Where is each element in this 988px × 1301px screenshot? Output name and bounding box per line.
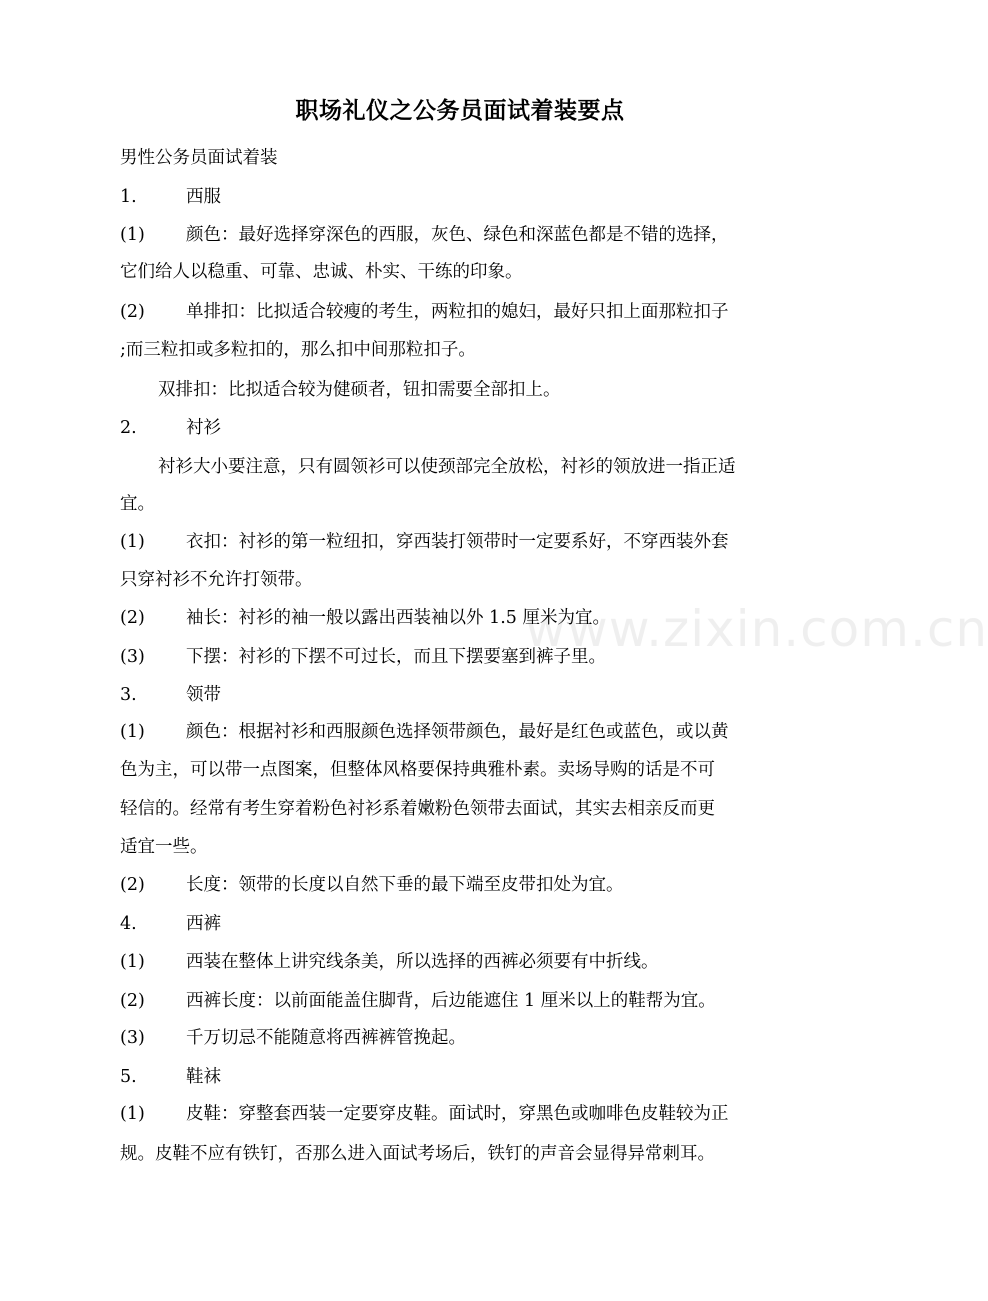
list-number: (2): [120, 875, 145, 895]
section-heading: [0, 146, 920, 170]
text-line: [0, 720, 920, 744]
line-text: 它们给人以稳重、可靠、忠诚、朴实、干练的印象。: [120, 262, 523, 282]
line-text: 双排扣：比拟适合较为健硕者，钮扣需要全部扣上。: [158, 380, 561, 400]
list-number: (1): [120, 952, 145, 972]
list-number: (2): [120, 991, 145, 1011]
list-number: (1): [120, 225, 145, 245]
text-line: [0, 1026, 920, 1050]
text-line: [0, 1142, 920, 1166]
text-line: [0, 835, 920, 859]
line-text: 长度：领带的长度以自然下垂的最下端至皮带扣处为宜。: [186, 875, 624, 895]
text-line: [0, 185, 920, 209]
list-number: 2.: [120, 418, 137, 438]
list-number: 4.: [120, 914, 137, 934]
text-line: [0, 758, 920, 782]
text-line: [0, 338, 920, 362]
line-text: 鞋袜: [186, 1067, 221, 1087]
line-text: 西裤: [186, 914, 221, 934]
line-text: 千万切忌不能随意将西裤裤管挽起。: [186, 1028, 466, 1048]
line-text: 袖长：衬衫的袖一般以露出西装袖以外 1.5 厘米为宜。: [186, 608, 610, 628]
text-line: [0, 1065, 920, 1089]
line-text: 宜。: [120, 494, 155, 514]
line-text: 轻信的。经常有考生穿着粉色衬衫系着嫩粉色领带去面试，其实去相亲反而更: [120, 799, 715, 819]
list-number: (1): [120, 722, 145, 742]
line-text: ;而三粒扣或多粒扣的，那么扣中间那粒扣子。: [120, 340, 476, 360]
list-number: 1.: [120, 187, 137, 207]
text-line: [0, 797, 920, 821]
section-heading-text: 男性公务员面试着装: [120, 148, 278, 168]
line-text: 规。皮鞋不应有铁钉，否那么进入面试考场后，铁钉的声音会显得异常刺耳。: [120, 1144, 715, 1164]
text-line: [0, 300, 920, 324]
line-text: 单排扣：比拟适合较瘦的考生，两粒扣的媳妇，最好只扣上面那粒扣子: [186, 302, 729, 322]
line-text: 领带: [186, 685, 221, 705]
line-text: 皮鞋：穿整套西装一定要穿皮鞋。面试时，穿黑色或咖啡色皮鞋较为正: [186, 1104, 729, 1124]
line-text: 衬衫: [186, 418, 221, 438]
text-line: [0, 989, 920, 1013]
text-line: [0, 223, 920, 247]
line-text: 颜色：根据衬衫和西服颜色选择领带颜色，最好是红色或蓝色，或以黄: [186, 722, 729, 742]
list-number: (3): [120, 647, 145, 667]
line-text: 衣扣：衬衫的第一粒纽扣，穿西装打领带时一定要系好，不穿西装外套: [186, 532, 729, 552]
text-line: [0, 912, 920, 936]
text-line: [0, 873, 920, 897]
line-text: 适宜一些。: [120, 837, 208, 857]
line-text: 色为主，可以带一点图案，但整体风格要保持典雅朴素。卖场导购的话是不可: [120, 760, 715, 780]
line-text: 西裤长度：以前面能盖住脚背，后边能遮住 1 厘米以上的鞋帮为宜。: [186, 991, 716, 1011]
list-number: (3): [120, 1028, 145, 1048]
text-line: [0, 568, 920, 592]
list-number: (1): [120, 1104, 145, 1124]
text-line: [0, 455, 920, 479]
watermark: www.zixin.com.cn: [525, 600, 988, 658]
text-line: [0, 378, 920, 402]
line-text: 颜色：最好选择穿深色的西服，灰色、绿色和深蓝色都是不错的选择，: [186, 225, 729, 245]
text-line: [0, 683, 920, 707]
page-title: 职场礼仪之公务员面试着装要点: [295, 98, 625, 124]
text-line: [0, 530, 920, 554]
list-number: 3.: [120, 685, 137, 705]
text-line: [0, 416, 920, 440]
line-text: 只穿衬衫不允许打领带。: [120, 570, 313, 590]
list-number: (2): [120, 302, 145, 322]
text-line: [0, 950, 920, 974]
list-number: 5.: [120, 1067, 137, 1087]
line-text: 西装在整体上讲究线条美，所以选择的西裤必须要有中折线。: [186, 952, 659, 972]
line-text: 西服: [186, 187, 221, 207]
text-line: [0, 1102, 920, 1126]
line-text: 衬衫大小要注意，只有圆领衫可以使颈部完全放松，衬衫的领放进一指正适: [158, 457, 736, 477]
list-number: (2): [120, 608, 145, 628]
text-line: [0, 260, 920, 284]
line-text: 下摆：衬衫的下摆不可过长，而且下摆要塞到裤子里。: [186, 647, 606, 667]
text-line: [0, 492, 920, 516]
list-number: (1): [120, 532, 145, 552]
